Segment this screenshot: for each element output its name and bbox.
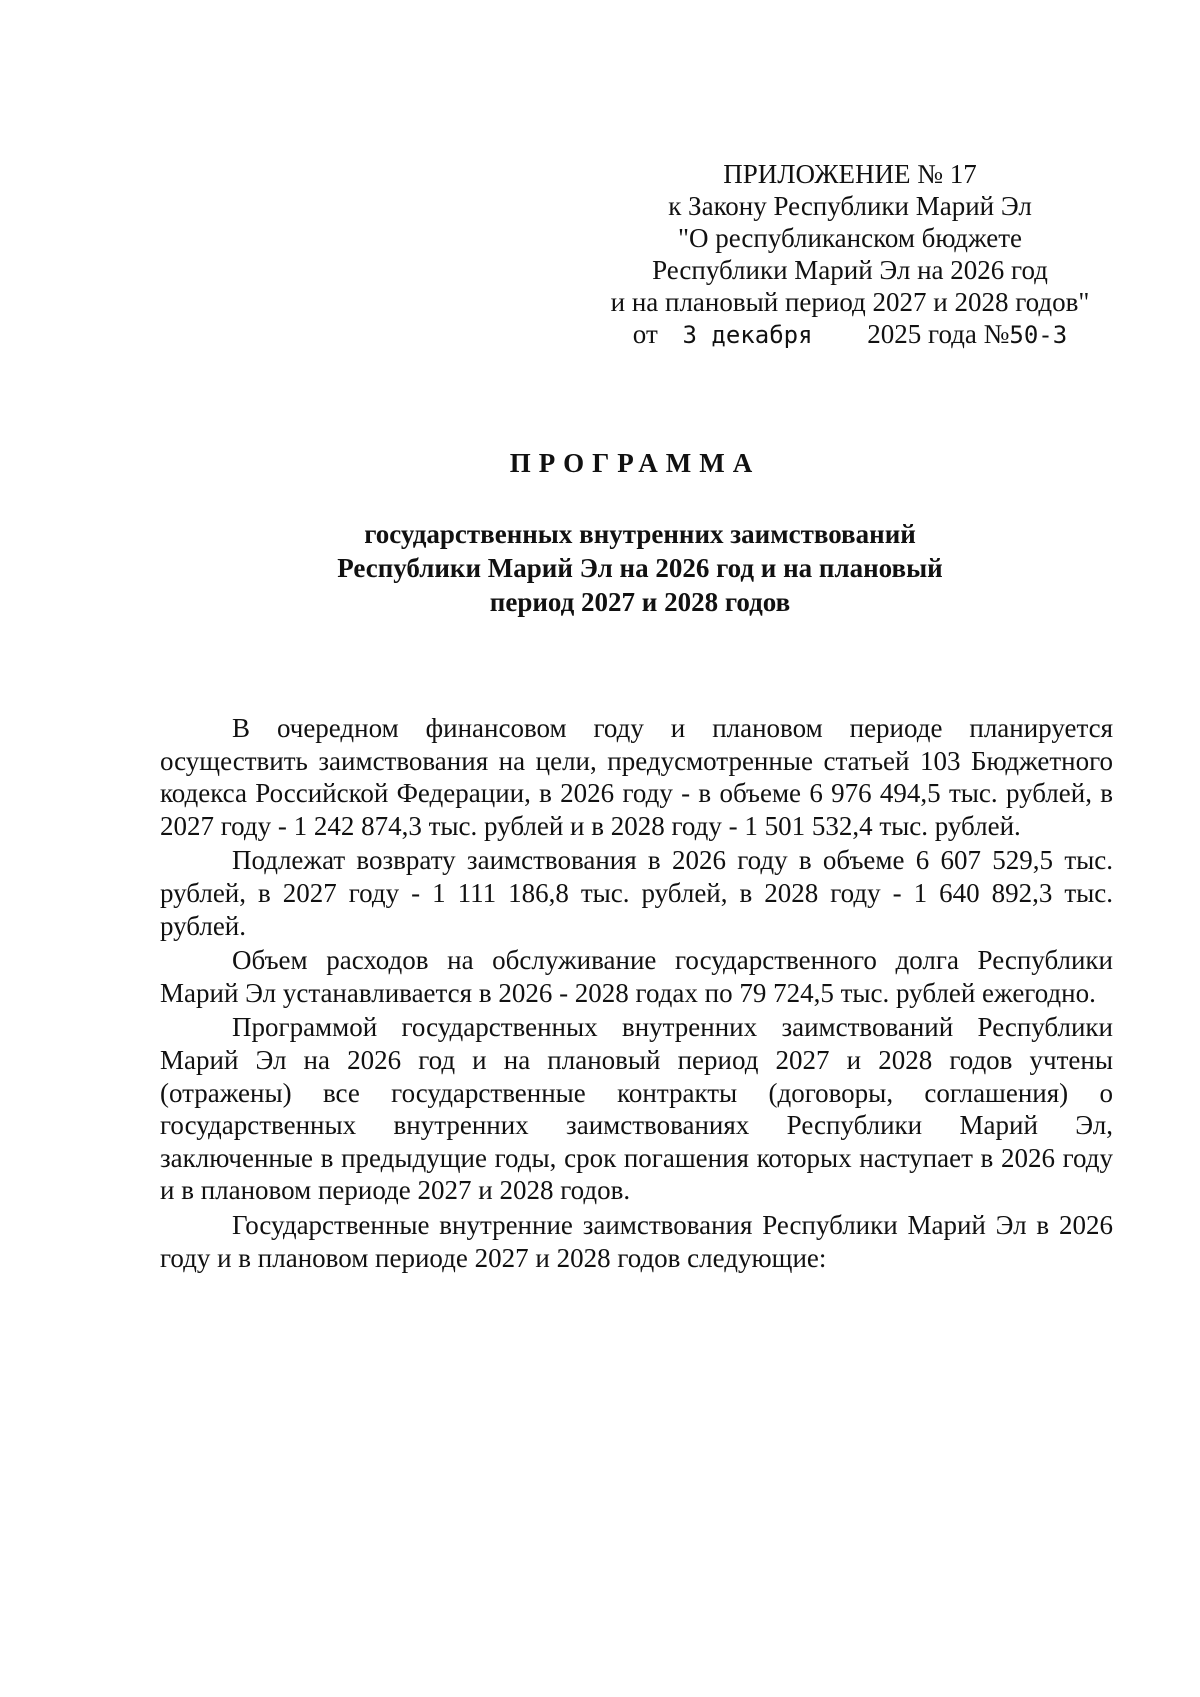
document-subtitle — [160, 517, 1120, 619]
appendix-law-title-line-3: и на плановый период 2027 и 2028 годов" — [610, 287, 1090, 317]
paragraph-borrowings-volume: В очередном финансовом году и плановом периоде планируется осуществить заимствования на цели, предусмотренные статьей 103 Бюджетного кодекса Российской Федерации, в 2026 году - в объеме 6 976 494,5 тыс. рублей, в 2027 году - 1 242 874,3 тыс. рублей и в 2028 году - 1 501 532,4 тыс. рублей. — [160, 713, 1113, 841]
subtitle-line-1: государственных внутренних заимствований — [364, 519, 916, 549]
appendix-law-title-line-1: "О республиканском бюджете — [677, 223, 1023, 253]
appendix-number: ПРИЛОЖЕНИЕ № 17 — [723, 159, 977, 189]
document-title: ПРОГРАММА — [509, 448, 761, 478]
paragraph-repayment: Подлежат возврату заимствования в 2026 году в объеме 6 607 529,5 тыс. рублей, в 2027 году - 1 111 186,8 тыс. рублей, в 2028 году - 1 640 892,3 тыс. рублей. — [160, 845, 1113, 941]
subtitle-line-2: Республики Марий Эл на 2026 год и на плановый — [337, 553, 943, 583]
appendix-header — [580, 158, 1120, 351]
appendix-date-line — [580, 318, 1120, 351]
date-prefix: от — [632, 319, 658, 349]
document-body — [160, 712, 1113, 1274]
date-handwritten: 3 декабря — [682, 321, 813, 349]
subtitle-line-3: период 2027 и 2028 годов — [489, 587, 791, 617]
appendix-law-reference: к Закону Республики Марий Эл — [668, 191, 1032, 221]
paragraph-borrowings-list-intro: Государственные внутренние заимствования Республики Марий Эл в 2026 году и в плановом периоде 2027 и 2028 годов следующие: — [160, 1209, 1113, 1273]
date-year: 2025 года № — [867, 319, 1010, 349]
paragraph-contracts-accounted: Программой государственных внутренних заимствований Республики Марий Эл на 2026 год и на плановый период 2027 и 2028 годов учтены (отражены) все государственные контракты (договоры, соглашения) о государственных внутренних заимствованиях Республики Марий Эл, заключенные в предыдущие годы, срок погашения которых наступает в 2026 году и в плановом периоде 2027 и 2028 годов. — [160, 1012, 1113, 1206]
appendix-law-title-line-2: Республики Марий Эл на 2026 год — [652, 255, 1048, 285]
paragraph-debt-service: Объем расходов на обслуживание государственного долга Республики Марий Эл устанавливается в 2026 - 2028 годах по 79 724,5 тыс. рублей ежегодно. — [160, 945, 1113, 1008]
law-number-handwritten: 50-З — [1009, 321, 1068, 349]
